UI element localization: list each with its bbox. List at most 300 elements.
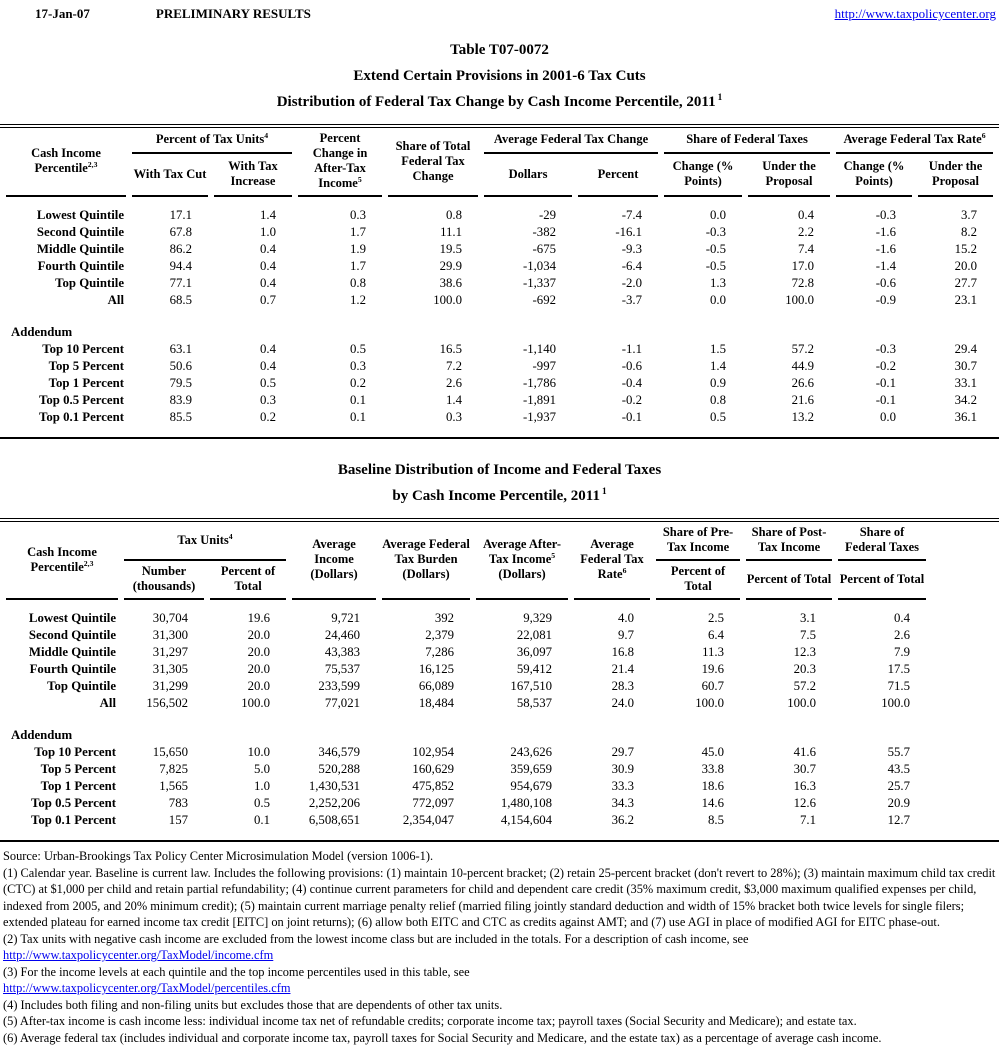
table2-title-line2: by Cash Income Percentile, 2011 $^1$ <box>392 487 607 504</box>
data-cell: 66,089 <box>418 679 455 693</box>
footnote-5: (5) After-tax income is cash income less: individual income tax net of refundable credits; corporate income tax; payroll taxes (Social Security and Medicare); and estate tax. <box>3 1014 857 1028</box>
data-cell: 75,537 <box>324 662 361 676</box>
data-cell: -3.7 <box>621 293 643 307</box>
data-cell: 31,300 <box>152 628 188 642</box>
data-cell: 0.4 <box>260 342 277 356</box>
data-cell: 0.4 <box>260 242 277 256</box>
data-cell: 475,852 <box>412 779 455 793</box>
data-cell: 20.0 <box>247 645 271 659</box>
col-cash-income-percentile: Cash Income Percentile$^{2,3}$ <box>6 522 118 600</box>
data-cell: 2.6 <box>894 628 911 642</box>
data-cell: 24,460 <box>324 628 361 642</box>
row-label: Middle Quintile <box>28 645 116 659</box>
data-cell: -1,140 <box>522 342 557 356</box>
data-cell: 20.0 <box>247 628 271 642</box>
data-cell: 0.5 <box>254 796 271 810</box>
data-cell: 243,626 <box>510 745 553 759</box>
data-cell: -16.1 <box>615 225 643 239</box>
data-cell: 38.6 <box>439 276 463 290</box>
data-cell: -0.3 <box>705 225 727 239</box>
data-cell: 100.0 <box>433 293 463 307</box>
data-cell: 36.2 <box>611 813 635 827</box>
data-cell: 3.7 <box>961 208 978 222</box>
row-label: Top Quintile <box>47 679 116 693</box>
income-definition-link[interactable]: http://www.taxpolicycenter.org/TaxModel/income.cfm <box>3 948 274 962</box>
data-cell: 36.1 <box>954 410 978 424</box>
col-average-after-tax-income: Average After-Tax Income$^5$ (Dollars) <box>476 522 568 600</box>
percentiles-definition-link[interactable]: http://www.taxpolicycenter.org/TaxModel/percentiles.cfm <box>3 981 291 995</box>
data-cell: 167,510 <box>510 679 553 693</box>
row-label: Top 1 Percent <box>40 779 116 793</box>
data-cell: 30.9 <box>611 762 635 776</box>
footnote-3: (3) For the income levels at each quintile and the top income percentiles used in this table, see <box>3 964 470 979</box>
preliminary-results-label: PRELIMINARY RESULTS <box>155 6 311 21</box>
data-cell: 36,097 <box>516 645 553 659</box>
data-cell: 0.8 <box>446 208 463 222</box>
data-cell: 31,305 <box>152 662 188 676</box>
data-cell: 1.4 <box>710 359 727 373</box>
data-cell: -0.1 <box>875 376 897 390</box>
data-cell: -1,034 <box>522 259 557 273</box>
row-label: Middle Quintile <box>36 242 124 256</box>
data-cell: -0.6 <box>621 359 643 373</box>
data-cell: 0.1 <box>350 393 367 407</box>
data-cell: 10.0 <box>247 745 271 759</box>
data-cell: 15.2 <box>954 242 978 256</box>
footnote-ref-1b: 1 <box>601 487 607 497</box>
table-row <box>6 744 926 761</box>
data-cell: 7.1 <box>800 813 817 827</box>
data-cell: -1.6 <box>875 242 897 256</box>
spacer-row <box>6 309 993 324</box>
table-row <box>6 341 993 358</box>
baseline-distribution-table-grid <box>0 522 932 829</box>
data-cell: -692 <box>532 293 557 307</box>
footnotes <box>0 846 999 1046</box>
data-cell: -1,337 <box>522 276 557 290</box>
col-average-income: Average Income (Dollars) <box>292 522 376 600</box>
data-cell: 20.0 <box>954 259 978 273</box>
table2-title-line1: Baseline Distribution of Income and Federal Taxes <box>337 462 662 478</box>
data-cell: 2.2 <box>798 225 815 239</box>
data-cell: 4.0 <box>618 611 635 625</box>
data-cell: 30,704 <box>152 611 188 625</box>
data-cell: 57.2 <box>791 342 815 356</box>
data-cell: 100.0 <box>695 696 725 710</box>
data-cell: 0.3 <box>260 393 277 407</box>
col-taxes-change-points: Change (% Points) <box>664 154 742 197</box>
data-cell: 0.0 <box>880 410 897 424</box>
data-cell: 0.0 <box>710 293 727 307</box>
data-cell: 20.0 <box>247 662 271 676</box>
data-cell: 34.3 <box>611 796 635 810</box>
col-average-federal-tax-rate: Average Federal Tax Rate$^6$ <box>574 522 650 600</box>
col-percent: Percent <box>578 154 658 197</box>
data-cell: 1.3 <box>710 276 727 290</box>
data-cell: -6.4 <box>621 259 643 273</box>
data-cell: 29.9 <box>439 259 463 273</box>
data-cell: 33.8 <box>701 762 725 776</box>
data-cell: -0.2 <box>621 393 643 407</box>
data-cell: 20.0 <box>247 679 271 693</box>
data-cell: 31,299 <box>152 679 188 693</box>
data-cell: 7.2 <box>446 359 463 373</box>
data-cell: 0.4 <box>260 276 277 290</box>
row-label: Second Quintile <box>28 628 116 642</box>
data-cell: 12.3 <box>793 645 817 659</box>
data-cell: 0.5 <box>710 410 727 424</box>
data-cell: 60.7 <box>701 679 725 693</box>
col-post-tax-percent-of-total: Percent of Total <box>746 561 832 600</box>
row-label: Top 10 Percent <box>42 342 124 356</box>
col-rate-under-proposal: Under the Proposal <box>918 154 993 197</box>
data-cell: 18.6 <box>701 779 725 793</box>
data-cell: 31,297 <box>152 645 188 659</box>
data-cell: 17.1 <box>169 208 192 222</box>
data-cell: 3.1 <box>800 611 817 625</box>
data-cell: 16,125 <box>418 662 455 676</box>
row-label: Top Quintile <box>55 276 124 290</box>
row-label: Top 5 Percent <box>48 359 124 373</box>
row-label: Fourth Quintile <box>29 662 116 676</box>
data-cell: 17.5 <box>887 662 911 676</box>
footnote-ref-1: 1 <box>717 93 723 103</box>
data-cell: 63.1 <box>169 342 192 356</box>
data-cell: 1.7 <box>350 225 367 239</box>
data-cell: 12.7 <box>887 813 911 827</box>
row-label: Lowest Quintile <box>36 208 124 222</box>
data-cell: 13.2 <box>791 410 815 424</box>
data-cell: 2,252,206 <box>308 796 361 810</box>
data-cell: 1.5 <box>710 342 727 356</box>
data-cell: 23.1 <box>954 293 978 307</box>
table-row <box>6 812 926 829</box>
data-cell: 233,599 <box>318 679 361 693</box>
col-federal-taxes-percent-of-total: Percent of Total <box>838 561 926 600</box>
data-cell: -1,786 <box>522 376 557 390</box>
data-cell: -29 <box>538 208 557 222</box>
data-cell: 55.7 <box>887 745 911 759</box>
data-cell: 50.6 <box>169 359 192 373</box>
data-cell: -1,891 <box>522 393 557 407</box>
data-cell: 0.2 <box>260 410 277 424</box>
col-dollars: Dollars <box>484 154 572 197</box>
data-cell: -675 <box>532 242 557 256</box>
data-cell: -2.0 <box>621 276 643 290</box>
data-cell: -382 <box>532 225 557 239</box>
data-cell: 30.7 <box>793 762 817 776</box>
data-cell: 9,721 <box>331 611 361 625</box>
data-cell: 2.5 <box>708 611 725 625</box>
col-group-share-of-federal-taxes: Share of Federal Taxes <box>664 128 830 154</box>
data-cell: -0.5 <box>705 242 727 256</box>
data-cell: -0.6 <box>875 276 897 290</box>
data-cell: 11.1 <box>440 225 463 239</box>
data-cell: -0.1 <box>621 410 643 424</box>
footnote-1: (1) Calendar year. Baseline is current law. Includes the following provisions: (1) maintain 10-percent bracket; (2) retain 25-percent bracket (don't revert to 28%); (3) maintain maximum child tax credit (CTC) at $1,000 per child and retain partial refundability; (4) continue current parameters for child and dependent care credit (35% maximum credit, $3,000 maximum qualified expenses per child, indexed from 2005, and 20% minimum credit); (5) maintain current marriage penalty relief (married filing jointly standard deduction and width of 15% bracket both twice levels for single filers; extended plateau for earned income tax credit [EITC] on joint returns); (6) allow both EITC and CTC as credits against AMT; and (7) use AGI in place of modified AGI for EITC phase-out. <box>3 865 996 929</box>
data-cell: 5.0 <box>254 762 271 776</box>
data-cell: 0.3 <box>350 359 367 373</box>
data-cell: 17.0 <box>791 259 815 273</box>
data-cell: 0.7 <box>260 293 277 307</box>
data-cell: 1.9 <box>350 242 367 256</box>
col-group-share-post-tax-income: Share of Post-Tax Income <box>746 522 832 561</box>
row-label: Top 0.5 Percent <box>39 393 124 407</box>
row-label: Top 0.1 Percent <box>31 813 116 827</box>
table-row <box>6 678 926 695</box>
col-number-thousands: Number (thousands) <box>124 561 204 600</box>
tax-change-table-grid <box>0 128 999 426</box>
header-row-groups <box>6 522 926 561</box>
data-cell: 67.8 <box>169 225 192 239</box>
data-cell: 0.4 <box>260 359 277 373</box>
data-cell: 16.5 <box>439 342 463 356</box>
data-cell: 29.4 <box>954 342 978 356</box>
table-row <box>6 197 993 224</box>
row-label: Top 0.1 Percent <box>39 410 124 424</box>
row-label: Top 0.5 Percent <box>31 796 116 810</box>
data-cell: 14.6 <box>701 796 725 810</box>
data-cell: 0.2 <box>350 376 367 390</box>
data-cell: 1,565 <box>159 779 188 793</box>
data-cell: 71.5 <box>887 679 911 693</box>
data-cell: 7.5 <box>800 628 817 642</box>
data-cell: 2,379 <box>425 628 455 642</box>
data-cell: 8.2 <box>961 225 978 239</box>
data-cell: 25.7 <box>887 779 911 793</box>
taxpolicycenter-url-link[interactable]: http://www.taxpolicycenter.org <box>834 6 996 21</box>
data-cell: 20.3 <box>793 662 817 676</box>
data-cell: -0.3 <box>875 208 897 222</box>
data-cell: 783 <box>168 796 188 810</box>
data-cell: 2,354,047 <box>402 813 455 827</box>
table-row <box>6 644 926 661</box>
data-cell: 1.4 <box>260 208 277 222</box>
data-cell: 0.8 <box>710 393 727 407</box>
section-row <box>6 727 926 744</box>
data-cell: 2.6 <box>446 376 463 390</box>
table-row <box>6 292 993 309</box>
data-cell: -997 <box>532 359 557 373</box>
data-cell: 100.0 <box>785 293 815 307</box>
data-cell: 24.0 <box>611 696 635 710</box>
data-cell: 41.6 <box>793 745 817 759</box>
data-cell: 156,502 <box>146 696 188 710</box>
data-cell: 7.4 <box>798 242 815 256</box>
data-cell: 16.8 <box>611 645 635 659</box>
header-row-subcolumns <box>6 154 993 197</box>
data-cell: 1.4 <box>446 393 463 407</box>
col-average-federal-tax-burden: Average Federal Tax Burden (Dollars) <box>382 522 470 600</box>
table2-title <box>0 457 999 509</box>
data-cell: 44.9 <box>791 359 815 373</box>
data-cell: -1.6 <box>875 225 897 239</box>
data-cell: 772,097 <box>412 796 455 810</box>
data-cell: 100.0 <box>241 696 271 710</box>
row-label: Top 10 Percent <box>34 745 116 759</box>
data-cell: -1.4 <box>875 259 897 273</box>
table-row <box>6 241 993 258</box>
row-label: All <box>107 293 124 307</box>
data-cell: 85.5 <box>169 410 192 424</box>
data-cell: 160,629 <box>412 762 455 776</box>
footnote-2: (2) Tax units with negative cash income are excluded from the lowest income class but are included in the totals. For a description of cash income, see <box>3 931 749 946</box>
data-cell: 19.6 <box>247 611 271 625</box>
table-row <box>6 795 926 812</box>
data-cell: 27.7 <box>954 276 978 290</box>
data-cell: 0.1 <box>254 813 271 827</box>
data-cell: 0.4 <box>798 208 815 222</box>
data-cell: 0.8 <box>350 276 367 290</box>
data-cell: 157 <box>168 813 188 827</box>
row-label: Lowest Quintile <box>28 611 116 625</box>
col-percent-change-after-tax-income: Percent Change in After-Tax Income$^5$ <box>298 128 382 197</box>
data-cell: 77,021 <box>324 696 361 710</box>
col-group-average-federal-tax-change: Average Federal Tax Change <box>484 128 658 154</box>
table-row <box>6 275 993 292</box>
data-cell: 19.6 <box>701 662 725 676</box>
section-label: Addendum <box>11 728 73 742</box>
data-cell: 6,508,651 <box>308 813 361 827</box>
report-date: 17-Jan-07 <box>35 6 90 21</box>
data-cell: 34.2 <box>954 393 978 407</box>
data-cell: 359,659 <box>510 762 553 776</box>
data-cell: 21.6 <box>791 393 815 407</box>
table-row <box>6 600 926 627</box>
data-cell: -1,937 <box>522 410 557 424</box>
data-cell: 15,650 <box>152 745 188 759</box>
header-row-groups <box>6 128 993 154</box>
col-rate-change-points: Change (% Points) <box>836 154 912 197</box>
data-cell: 954,679 <box>510 779 553 793</box>
data-cell: 12.6 <box>793 796 817 810</box>
data-cell: 0.4 <box>260 259 277 273</box>
data-cell: 0.1 <box>350 410 367 424</box>
data-cell: 45.0 <box>701 745 725 759</box>
data-cell: 22,081 <box>516 628 553 642</box>
data-cell: 86.2 <box>169 242 192 256</box>
data-cell: 102,954 <box>412 745 455 759</box>
data-cell: 19.5 <box>439 242 463 256</box>
table-row <box>6 661 926 678</box>
row-label: Top 5 Percent <box>40 762 116 776</box>
data-cell: 20.9 <box>887 796 911 810</box>
section-row <box>6 324 993 341</box>
data-cell: 0.9 <box>710 376 727 390</box>
col-percent-of-total-units: Percent of Total <box>210 561 286 600</box>
data-cell: 43,383 <box>324 645 361 659</box>
spacer-cell <box>6 712 926 727</box>
table1-title-distribution: Distribution of Federal Tax Change by Cash Income Percentile, 2011 $^1$ <box>276 93 723 110</box>
table1-title-subject: Extend Certain Provisions in 2001-6 Tax Cuts <box>353 68 646 84</box>
tax-change-table <box>0 124 999 439</box>
data-cell: 28.3 <box>611 679 635 693</box>
data-cell: 0.5 <box>350 342 367 356</box>
row-label: Top 1 Percent <box>48 376 124 390</box>
data-cell: 77.1 <box>169 276 192 290</box>
data-cell: 6.4 <box>708 628 725 642</box>
data-cell: 7,286 <box>425 645 455 659</box>
data-cell: -0.3 <box>875 342 897 356</box>
row-label: Fourth Quintile <box>37 259 124 273</box>
col-with-tax-cut: With Tax Cut <box>132 154 208 197</box>
data-cell: 0.5 <box>260 376 277 390</box>
data-cell: 520,288 <box>318 762 361 776</box>
data-cell: 1.7 <box>350 259 367 273</box>
col-group-percent-of-tax-units: Percent of Tax Units$^4$ <box>132 128 292 154</box>
table1-title-number: Table T07-0072 <box>450 42 549 58</box>
data-cell: 1,480,108 <box>500 796 553 810</box>
data-cell: 33.3 <box>611 779 635 793</box>
data-cell: 68.5 <box>169 293 192 307</box>
data-cell: 4,154,604 <box>500 813 553 827</box>
data-cell: -0.1 <box>875 393 897 407</box>
data-cell: 18,484 <box>418 696 455 710</box>
table-row <box>6 375 993 392</box>
table-row <box>6 627 926 644</box>
data-cell: 1.0 <box>260 225 277 239</box>
data-cell: 0.0 <box>710 208 727 222</box>
table-row <box>6 358 993 375</box>
data-cell: 7,825 <box>159 762 188 776</box>
col-share-of-total-federal-tax-change: Share of Total Federal Tax Change <box>388 128 478 197</box>
footnote-source: Source: Urban-Brookings Tax Policy Center Microsimulation Model (version 1006-1). <box>3 849 434 863</box>
data-cell: -1.1 <box>621 342 643 356</box>
data-cell: 59,412 <box>516 662 553 676</box>
table-row <box>6 392 993 409</box>
table-row <box>6 409 993 426</box>
table-row <box>6 695 926 712</box>
data-cell: -0.2 <box>875 359 897 373</box>
table-row <box>6 761 926 778</box>
data-cell: 21.4 <box>611 662 635 676</box>
data-cell: 1.0 <box>254 779 271 793</box>
data-cell: 30.7 <box>954 359 978 373</box>
data-cell: 33.1 <box>954 376 978 390</box>
data-cell: 79.5 <box>169 376 192 390</box>
data-cell: 94.4 <box>169 259 192 273</box>
section-label: Addendum <box>11 325 73 339</box>
data-cell: 0.3 <box>446 410 463 424</box>
page-header <box>0 0 999 22</box>
spacer-cell <box>6 309 993 324</box>
data-cell: 8.5 <box>708 813 725 827</box>
col-taxes-under-proposal: Under the Proposal <box>748 154 830 197</box>
data-cell: 100.0 <box>787 696 817 710</box>
data-cell: 1.2 <box>350 293 367 307</box>
data-cell: 346,579 <box>318 745 361 759</box>
col-pre-tax-percent-of-total: Percent of Total <box>656 561 740 600</box>
data-cell: 0.3 <box>350 208 367 222</box>
spacer-row <box>6 712 926 727</box>
data-cell: 83.9 <box>169 393 192 407</box>
row-label: Second Quintile <box>36 225 124 239</box>
data-cell: 57.2 <box>793 679 817 693</box>
table1-title <box>0 37 999 115</box>
data-cell: -9.3 <box>621 242 643 256</box>
data-cell: 392 <box>434 611 455 625</box>
data-cell: 26.6 <box>791 376 815 390</box>
data-cell: 58,537 <box>516 696 553 710</box>
col-group-average-federal-tax-rate: Average Federal Tax Rate$^6$ <box>836 128 993 154</box>
data-cell: -0.9 <box>875 293 897 307</box>
row-label: All <box>99 696 116 710</box>
col-group-share-pre-tax-income: Share of Pre-Tax Income <box>656 522 740 561</box>
col-cash-income-percentile: Cash Income Percentile$^{2,3}$ <box>6 128 126 197</box>
data-cell: 1,430,531 <box>308 779 361 793</box>
data-cell: 29.7 <box>611 745 635 759</box>
col-with-tax-increase: With Tax Increase <box>214 154 292 197</box>
